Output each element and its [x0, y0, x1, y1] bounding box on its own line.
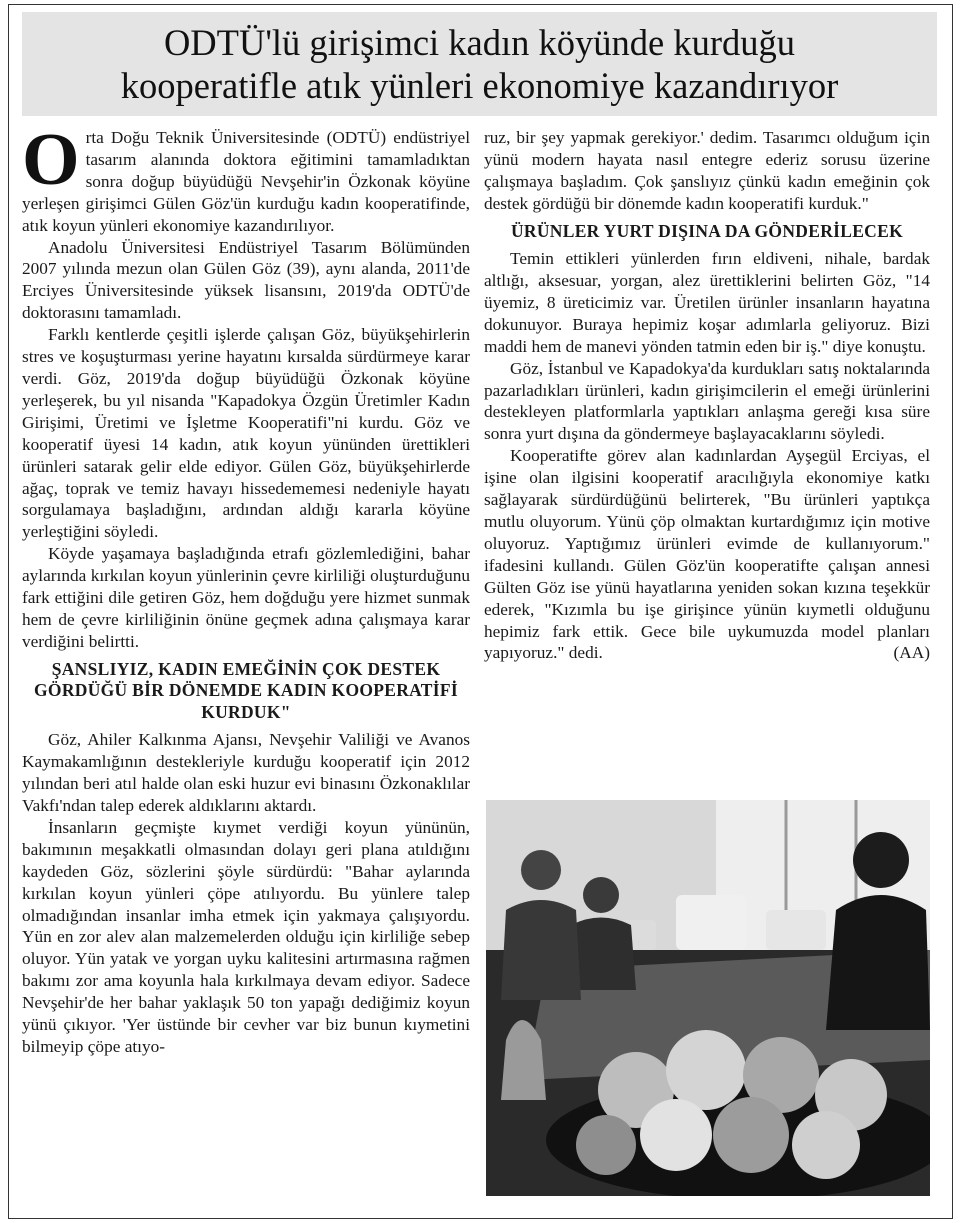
paragraph: Temin ettikleri yünlerden fırın eldiveni, nihale, bardak altlığı, aksesuar, yorgan, alez ürettiklerini belirten Göz, "14 üyemiz, 8 üreticimiz var. Üretilen ürünler insanların hayatına dokunuyor. Buraya hepimiz koşar adımlarla geliyoruz. Bizi maddi hem de manevi yönden tatmin eden bir iş." diye konuştu. [484, 249, 930, 356]
headline-box [22, 12, 937, 116]
drop-cap: O [22, 119, 80, 201]
paragraph: Anadolu Üniversitesi Endüstriyel Tasarım Bölümünden 2007 yılında mezun olan Gülen Göz (39), aynı alanda, 2011'de Erciyes Üniversitesinde yüksek lisansını, 2019'da ODTÜ'de doktorasını tamamladı. [22, 237, 470, 323]
photo-illustration [486, 800, 930, 1196]
subheading: ÜRÜNLER YURT DIŞINA DA GÖNDERİLECEK [510, 220, 904, 241]
paragraph: Göz, İstanbul ve Kapadokya'da kurdukları satış noktalarında pazarladıkları ürünleri, kadın girişimcilerin el emeği ürünlerini destekleyen platformlarla yaptıkları anlaşma gereği kısa süre sonra yurt dışına da göndermeye başlayacaklarını söyledi. [484, 358, 930, 444]
paragraph: ruz, bir şey yapmak gerekiyor.' dedim. Tasarımcı olduğum için yünü modern hayata nasıl entegre ederiz sorusu üzerine çalışmaya başladım. Çok şanslıyız çünkü kadın emeğinin çok destek gördüğü bir dönemde kadın kooperatifi kurduk." [484, 128, 930, 213]
left-column [22, 119, 470, 1058]
paragraph [484, 445, 930, 664]
paragraph: Köyde yaşamaya başladığında etrafı gözlemlediğini, bahar aylarında kırkılan koyun yünlerinin çevre kirliliği oluşturduğunu fark ettiğini dile getiren Göz, hem doğduğu yere hizmet sunmak hem de çevre kirliliğinin önüne geçmek adına çalışmaya karar verdiğini belirtti. [22, 544, 470, 651]
headline-line-1: ODTÜ'lü girişimci kadın köyünde kurduğu [163, 22, 796, 63]
paragraph-text: Kooperatifte görev alan kadınlardan Ayşegül Erciyas, el işine olan ilgisini kooperatif aracılığıyla ekonomiye katkı sağlayarak sürdürdüğünü belirterek, "Bu ürünleri yaptıkça mutlu oluyorum. Yünü çöp olmaktan kurtardığımız için motive oluyoruz. Yaptığımız ürünleri evimde de kullanıyorum." ifadesini kullandı. Gülen Göz'ün kooperatifte çalışan annesi Gülten Göz ise yünü hayatlarına yeniden sokan kızına teşekkür ederek, "Kızımla bu işe girişince yünün kıymetli olduğunu hepimiz fark ettik. Gece bile uykumuzda model planları yapıyoruz." dedi. [484, 446, 930, 663]
paragraph: Göz, Ahiler Kalkınma Ajansı, Nevşehir Valiliği ve Avanos Kaymakamlığının destekleriyle kurduğu kooperatif için 2012 yılından beri atıl halde olan eski huzur evi binasını Özkonaklılar Vakfı'ndan talep ederek aldıklarını aktardı. [22, 730, 470, 815]
lead-text: rta Doğu Teknik Üniversitesinde (ODTÜ) endüstriyel tasarım alanında doktora eğitimini tamamladıktan sonra doğup büyüdüğü Nevşehir'in Özkonak köyüne yerleşen girişimci Gülen Göz'ün kurduğu kadın kooperatifinde, atık koyun yünleri ekonomiye kazandırılıyor. [22, 128, 470, 235]
lead-paragraph [22, 119, 470, 237]
source-signature: (AA) [893, 643, 930, 663]
subheading: ŞANSLIYIZ, KADIN EMEĞİNİN ÇOK DESTEK GÖRDÜĞÜ BİR DÖNEMDE KADIN KOOPERATİFİ KURDUK" [34, 658, 458, 722]
headline-line-2: kooperatifle atık yünleri ekonomiye kazandırıyor [120, 65, 839, 106]
headline [121, 21, 839, 107]
right-column [484, 127, 930, 664]
paragraph: Farklı kentlerde çeşitli işlerde çalışan Göz, büyükşehirlerin stres ve koşuşturması yerine hayatını kırsalda sürdürmeye karar verdi. Göz, 2019'da doğup büyüdüğü Özkonak köyüne yerleşerek, bu yıl nisanda "Kapadokya Özgün Üretimler Kadın Girişimi, Üretimi ve İşletme Kooperatifi"ni kurdu. Göz ve kooperatif üyesi 14 kadın, atık koyun yününden ürettikleri ürünleri satarak gelir elde ediyor. Gülen Göz, büyükşehirlerde ağaç, toprak ve temiz havayı hissedememesi nedeniyle hayatı sorgulamaya başladığını, ardından aldığı kararla köyüne yerleştiğini söyledi. [22, 325, 470, 542]
paragraph: İnsanların geçmişte kıymet verdiği koyun yününün, bakımının meşakkatli olmasından dolayı geri plana atıldığını kaydeden Göz, sözlerini şöyle sürdürdü: "Bahar aylarında kırkılan koyun yünleri çöpe atılıyordu. Bu yünlere talep olmadığından insanlar imha etmek için yakmaya çalışıyordu. Yün en zor alev alan malzemelerden olduğu için kirliliğe sebep oluyor. Yün yatak ve yorgan uyku kalitesini artırmasına rağmen bakımı zor ama koyunla hala kırkılmaya devam ediyor. Sadece Nevşehir'de her bahar yaklaşık 50 ton yapağı dediğimiz koyun yünü çıkıyor. 'Yer üstünde bir cevher var biz bunun kıymetini bilmeyip çöpe atıyo- [22, 817, 470, 1056]
workshop-photo [486, 800, 930, 1196]
